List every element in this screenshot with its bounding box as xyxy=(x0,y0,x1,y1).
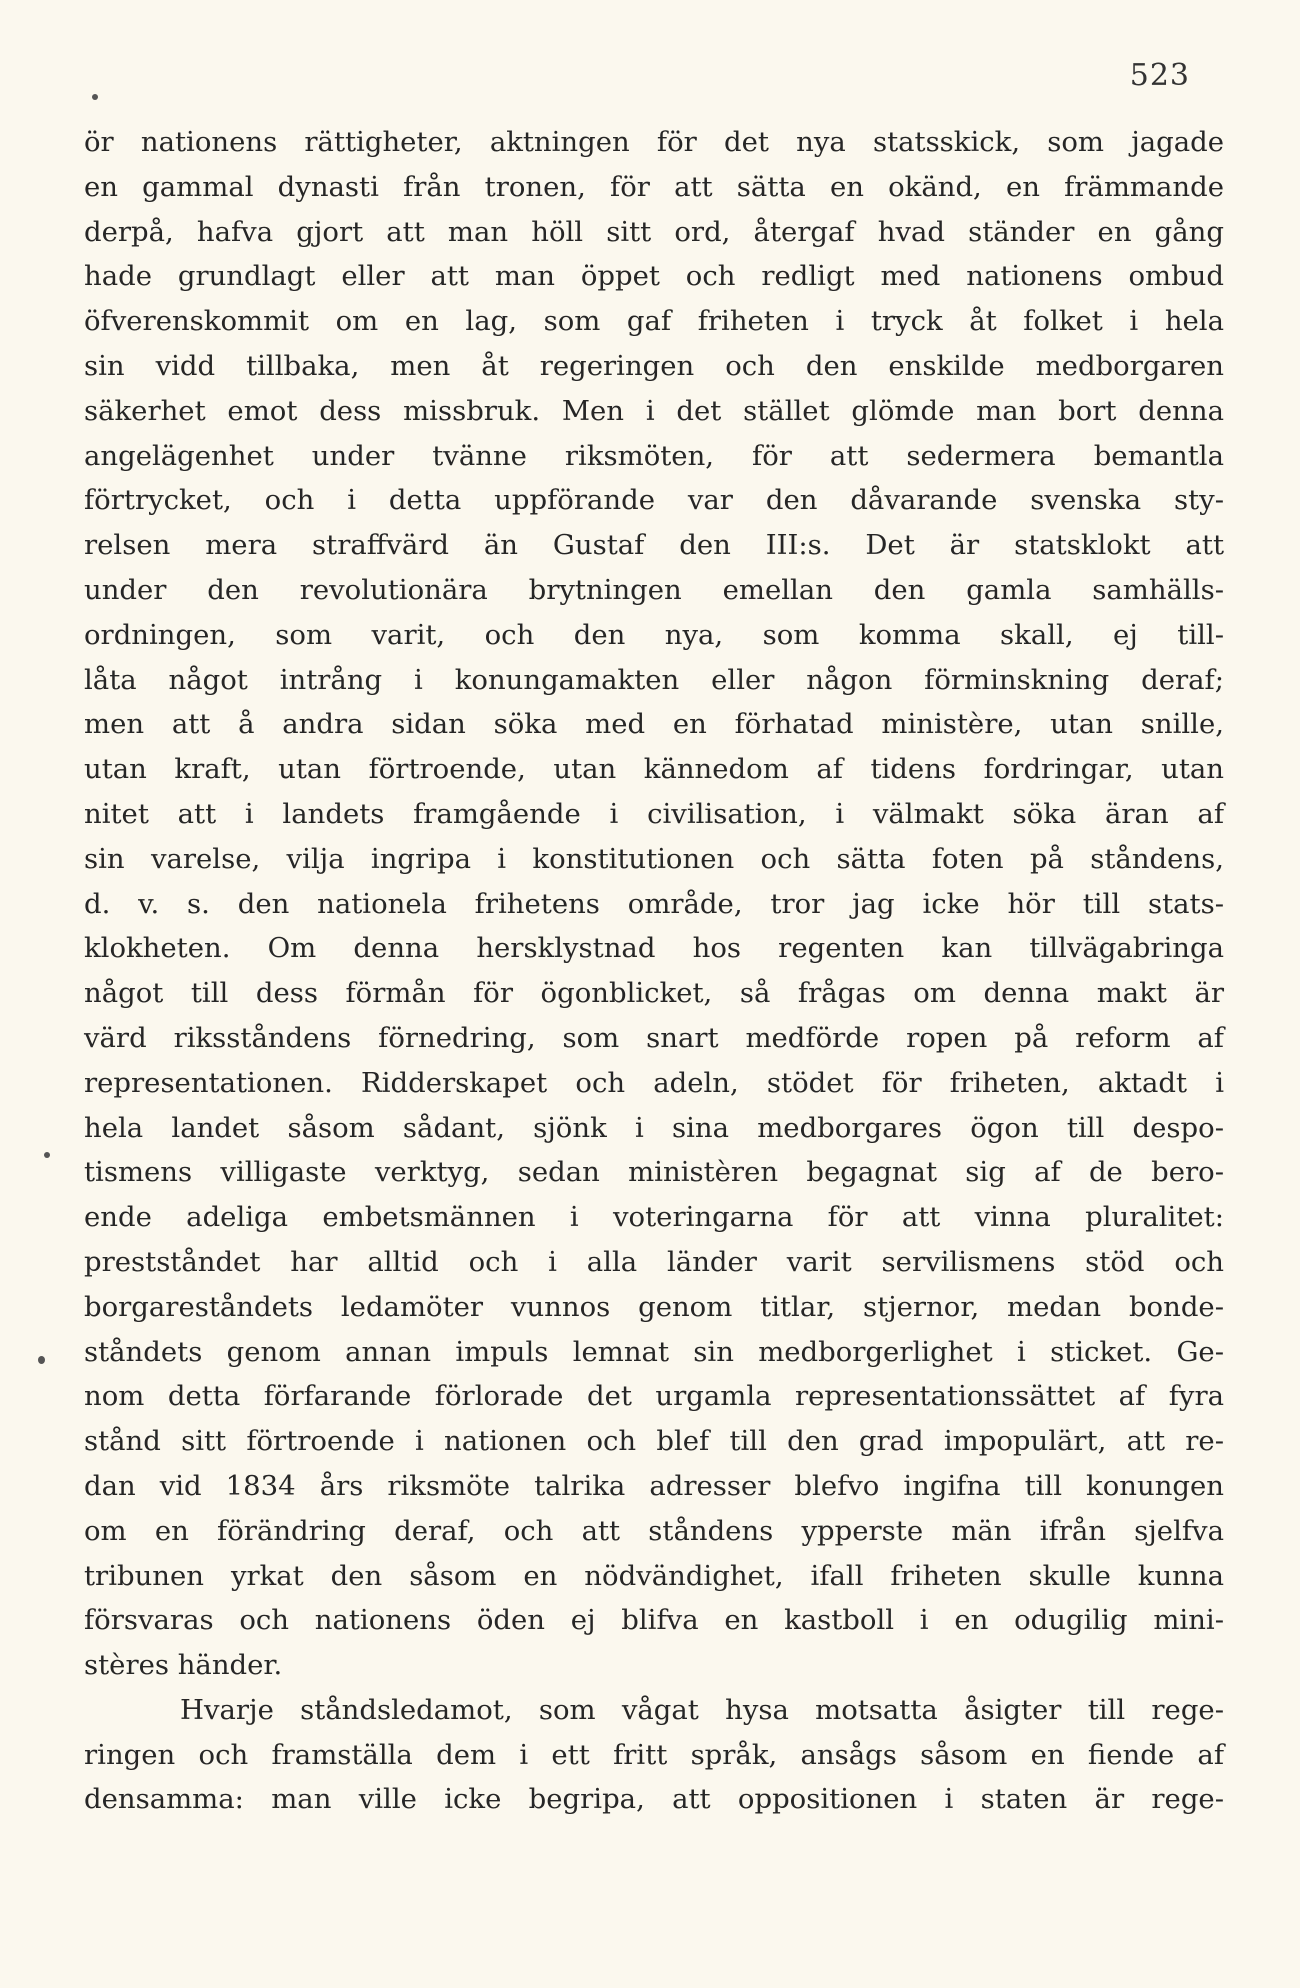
paragraph-2 xyxy=(84,1688,1224,1822)
text-line: hade grundlagt eller att man öppet och redligt med nationens ombud xyxy=(84,260,1224,293)
text-line: klokheten. Om denna hersklystnad hos regenten kan tillvägabringa xyxy=(84,932,1224,965)
text-line: utan kraft, utan förtroende, utan kännedom af tidens fordringar, utan xyxy=(84,753,1224,786)
text-line: försvaras och nationens öden ej blifva en kastboll i en odugilig mini- xyxy=(84,1604,1224,1637)
text-line: en gammal dynasti från tronen, för att sätta en okänd, en främmande xyxy=(84,170,1224,203)
text-line: låta något intrång i konungamakten eller någon förminskning deraf; xyxy=(84,663,1224,696)
ink-speck xyxy=(92,94,98,100)
text-line: stères händer. xyxy=(84,1649,283,1682)
text-line: nom detta förfarande förlorade det urgamla representationssättet af fyra xyxy=(84,1380,1224,1413)
text-line: densamma: man ville icke begripa, att oppositionen i staten är rege- xyxy=(84,1783,1224,1816)
text-line: hela landet såsom sådant, sjönk i sina medborgares ögon till despo- xyxy=(84,1111,1224,1144)
text-line: sin vidd tillbaka, men åt regeringen och den enskilde medborgaren xyxy=(84,349,1224,382)
ink-speck xyxy=(38,1356,45,1364)
text-line: under den revolutionära brytningen emellan den gamla samhälls- xyxy=(84,573,1224,606)
text-line: sin varelse, vilja ingripa i konstitutionen och sätta foten på ståndens, xyxy=(84,842,1224,875)
text-line: stånd sitt förtroende i nationen och blef till den grad impopulärt, att re- xyxy=(84,1425,1224,1458)
text-line: angelägenhet under tvänne riksmöten, för att sedermera bemantla xyxy=(84,439,1224,472)
body-text xyxy=(84,120,1224,1822)
text-line: representationen. Ridderskapet och adeln, stödet för friheten, aktadt i xyxy=(84,1066,1224,1099)
text-line: förtrycket, och i detta uppförande var den dåvarande svenska sty- xyxy=(84,484,1224,517)
text-line: men att å andra sidan söka med en förhatad ministère, utan snille, xyxy=(84,708,1224,741)
text-line: något till dess förmån för ögonblicket, så frågas om denna makt är xyxy=(84,977,1224,1010)
text-line: ståndets genom annan impuls lemnat sin medborgerlighet i sticket. Ge- xyxy=(84,1335,1224,1368)
text-line: ör nationens rättigheter, aktningen för det nya statsskick, som jagade xyxy=(84,126,1224,158)
text-line: ringen och framställa dem i ett fritt språk, ansågs såsom en fiende af xyxy=(84,1738,1224,1771)
text-line: tismens villigaste verktyg, sedan ministèren begagnat sig af de bero- xyxy=(84,1156,1224,1189)
text-line: ende adeliga embetsmännen i voteringarna för att vinna pluralitet: xyxy=(84,1201,1224,1234)
text-line: nitet att i landets framgående i civilisation, i välmakt söka äran af xyxy=(84,797,1224,830)
page-number: 523 xyxy=(1129,58,1190,93)
text-line: derpå, hafva gjort att man höll sitt ord, återgaf hvad ständer en gång xyxy=(84,215,1224,248)
text-line: om en förändring deraf, och att ståndens ypperste män ifrån sjelfva xyxy=(84,1514,1224,1547)
text-line: borgareståndets ledamöter vunnos genom titlar, stjernor, medan bonde- xyxy=(84,1290,1224,1323)
text-line: relsen mera straffvärd än Gustaf den III:s. Det är statsklokt att xyxy=(84,529,1224,562)
text-line: värd riksståndens förnedring, som snart medförde ropen på reform af xyxy=(84,1021,1224,1054)
paragraph-1 xyxy=(84,120,1224,1688)
text-line: dan vid 1834 års riksmöte talrika adresser blefvo ingifna till konungen xyxy=(84,1469,1224,1502)
text-line: ordningen, som varit, och den nya, som komma skall, ej till- xyxy=(84,618,1224,651)
text-line: öfverenskommit om en lag, som gaf friheten i tryck åt folket i hela xyxy=(84,305,1224,338)
text-line: säkerhet emot dess missbruk. Men i det stället glömde man bort denna xyxy=(84,394,1224,427)
text-line: prestståndet har alltid och i alla länder varit servilismens stöd och xyxy=(84,1245,1224,1278)
text-line: tribunen yrkat den såsom en nödvändighet, ifall friheten skulle kunna xyxy=(84,1559,1224,1592)
text-line: d. v. s. den nationela frihetens område, tror jag icke hör till stats- xyxy=(84,887,1224,920)
ink-speck xyxy=(44,1152,50,1158)
text-line: Hvarje ståndsledamot, som vågat hysa motsatta åsigter till rege- xyxy=(180,1693,1224,1726)
